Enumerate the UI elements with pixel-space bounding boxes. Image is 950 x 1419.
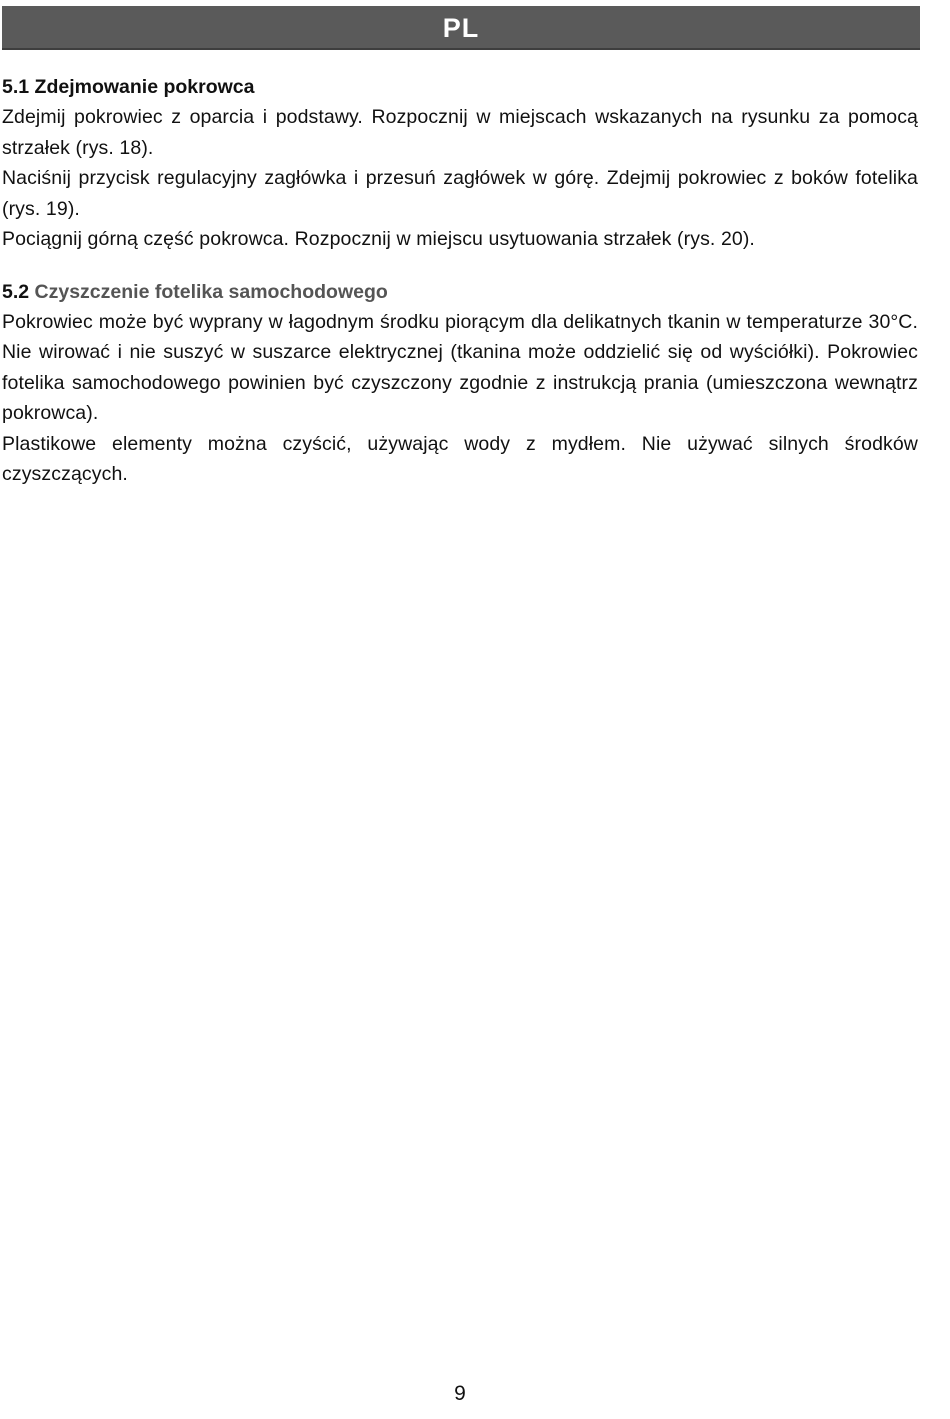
language-code: PL	[442, 12, 480, 43]
section-title: Czyszczenie fotelika samochodowego	[34, 280, 388, 303]
section-number: 5.2	[2, 280, 30, 303]
section-number: 5.1	[2, 76, 30, 98]
paragraph: Pociągnij górną część pokrowca. Rozpocznij w miejscu usytuowania strzałek (rys. 20).	[2, 228, 755, 250]
paragraph: Pokrowiec może być wyprany w łagodnym środku piorącym dla delikatnych tkanin w temperaturze 30°C. Nie wirować i nie suszyć w suszarce elektrycznej (tkanina może oddzielić się od wyściółki). Pokrowiec fotelika samochodowego powinien być czyszczony zgodnie z instrukcją prania (umieszczona wewnątrz pokrowca).	[2, 310, 918, 424]
language-header-bar	[2, 6, 920, 50]
paragraph: Plastikowe elementy można czyścić, używając wody z mydłem. Nie używać silnych środków czyszczących.	[2, 432, 918, 485]
section-removing-cover	[2, 72, 918, 255]
page-number: 9	[454, 1382, 466, 1405]
document-body	[2, 72, 918, 490]
paragraph: Naciśnij przycisk regulacyjny zagłówka i przesuń zagłówek w górę. Zdejmij pokrowiec z boków fotelika (rys. 19).	[2, 167, 918, 220]
section-heading	[2, 72, 918, 102]
section-heading	[2, 277, 918, 307]
paragraph: Zdejmij pokrowiec z oparcia i podstawy. Rozpocznij w miejscach wskazanych na rysunku za pomocą strzałek (rys. 18).	[2, 106, 918, 159]
section-title: Zdejmowanie pokrowca	[34, 76, 255, 98]
section-cleaning-car-seat	[2, 277, 918, 490]
